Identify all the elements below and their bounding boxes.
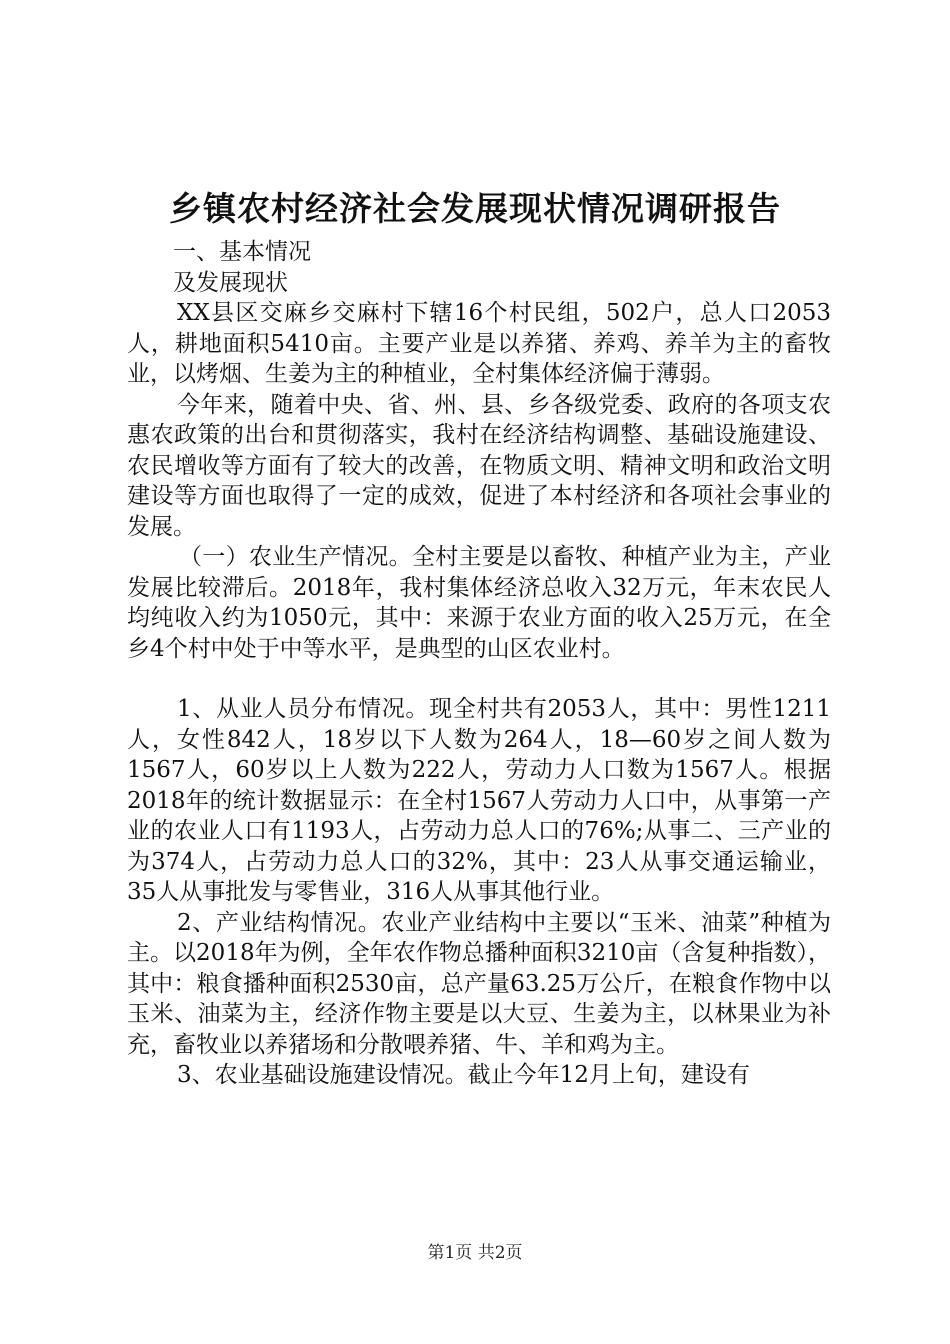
paragraph-policy-progress: 今年来，随着中央、省、州、县、乡各级党委、政府的各项支农惠农政策的出台和贯彻落实，我村在经济结构调整、基础设施建设、农民增收等方面有了较大的改善，在物质文明、精神文明和政治文明建设等方面也取得了一定的成效，促进了本村经济和各项社会事业的发展。 bbox=[127, 391, 831, 540]
section-heading: 一、基本情况 bbox=[173, 239, 311, 265]
paragraph-village-overview: XX县区交麻乡交麻村下辖16个村民组，502户，总人口2053人，耕地面积5410亩。主要产业是以养猪、养鸡、养羊为主的畜牧业，以烤烟、生姜为主的种植业，全村集体经济偏于薄弱。 bbox=[127, 300, 831, 387]
section-heading-continued: 及发展现状 bbox=[173, 269, 288, 296]
paragraph-industry-structure: 2、产业结构情况。农业产业结构中主要以“玉米、油菜”种植为主。以2018年为例，全年农作物总播种面积3210亩（含复种指数），其中：粮食播种面积2530亩，总产量63.25万公斤，在粮食作物中以玉米、油菜为主，经济作物主要是以大豆、生姜为主，以林果业为补充，畜牧业以养猪场和分散喂养猪、牛、羊和鸡为主。 bbox=[127, 909, 831, 1058]
paragraph-employment-distribution: 1、从业人员分布情况。现全村共有2053人，其中：男性1211人，女性842人，18岁以下人数为264人，18—60岁之间人数为1567人，60岁以上人数为222人，劳动力人口数为1567人。根据2018年的统计数据显示：在全村1567人劳动力人口中，从事第一产业的农业人口有1193人，占劳动力总人口的76%;从事二、三产业的为374人，占劳动力总人口的32%，其中：23人从事交通运输业，35人从事批发与零售业，316人从事其他行业。 bbox=[127, 696, 831, 905]
paragraph-infrastructure: 3、农业基础设施建设情况。截止今年12月上旬，建设有 bbox=[177, 1062, 750, 1088]
paragraph-spacer bbox=[127, 664, 831, 694]
document-body bbox=[127, 237, 831, 1091]
page-footer: 第1页 共2页 bbox=[427, 1243, 523, 1263]
document-title: 乡镇农村经济社会发展现状情况调研报告 bbox=[169, 189, 781, 228]
paragraph-agriculture-production: （一）农业生产情况。全村主要是以畜牧、种植产业为主，产业发展比较滞后。2018年，我村集体经济总收入32万元，年末农民人均纯收入约为1050元，其中：来源于农业方面的收入25万元，在全乡4个村中处于中等水平，是典型的山区农业村。 bbox=[127, 544, 831, 662]
